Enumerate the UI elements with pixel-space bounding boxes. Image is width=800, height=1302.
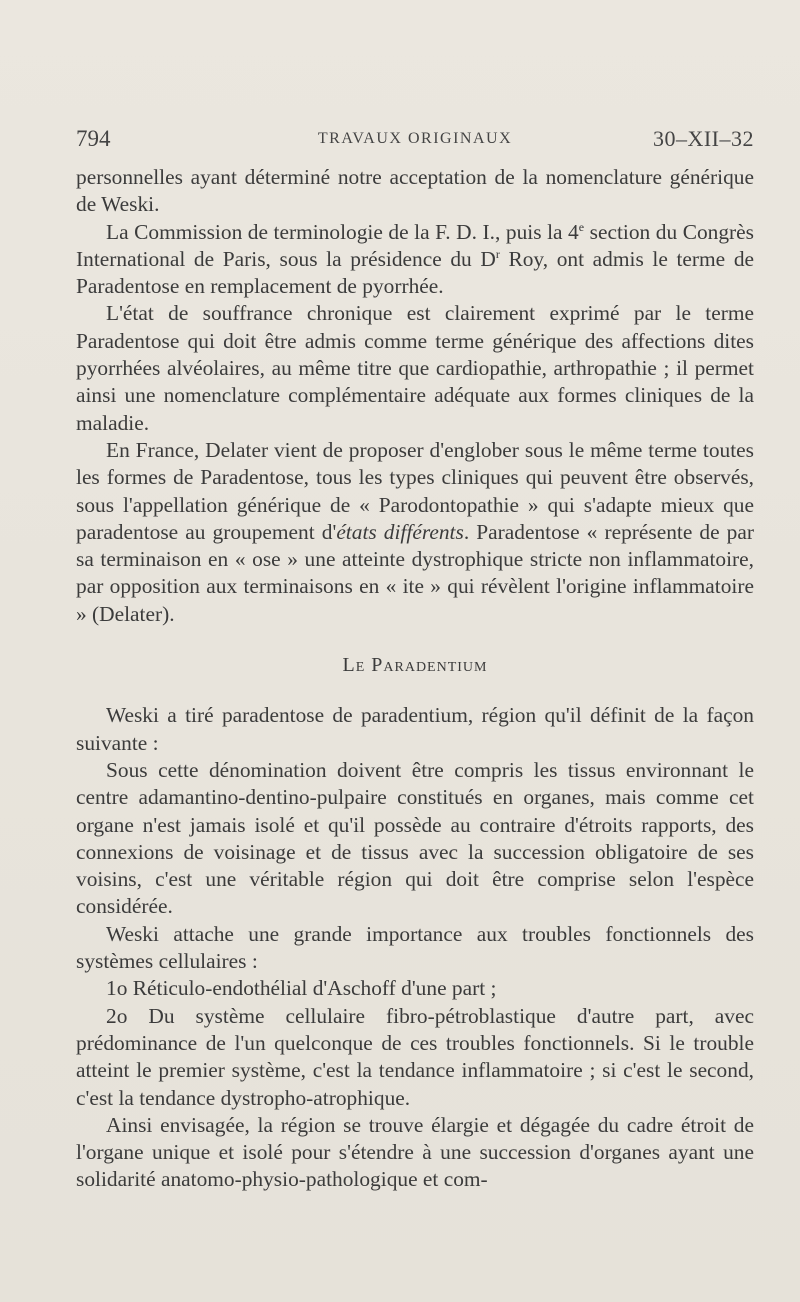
issue-date: 30–XII–32 (652, 126, 754, 151)
section-heading (76, 652, 754, 679)
superscript: e (578, 219, 585, 234)
body-text (76, 164, 754, 1194)
running-header (76, 126, 754, 156)
paragraph (76, 437, 754, 628)
paragraph: personnelles ayant déterminé notre acceptation de la nomenclature générique de Weski. (76, 165, 754, 217)
paragraph: Weski a tiré paradentose de paradentium, région qu'il définit de la façon suivante : (76, 703, 754, 755)
italic-phrase: états différents (336, 519, 464, 544)
list-item: 2o Du système cellulaire fibro-pétroblastique d'autre part, avec prédominance de l'un quelconque de ces troubles fonctionnels. Si le trouble atteint le premier système, c'est la tendance inflammatoire ; si c'est le second, c'est la tendance dystropho-atrophique. (76, 1003, 754, 1110)
text-run: Roy, ont admis le terme de Paradentose en remplacement de pyorrhée. (76, 246, 755, 299)
superscript: r (495, 246, 500, 261)
paragraph: Sous cette dénomination doivent être compris les tissus environnant le centre adamantino-dentino-pulpaire constitués en organes, mais comme cet organe n'est jamais isolé et qu'il possède au contraire d'étroits rapports, des connexions de voisinage et de tissus avec la succession obligatoire de ses voisins, c'est une véritable région qui doit être comprise selon l'espèce considérée. (76, 757, 754, 919)
paragraph: L'état de souffrance chronique est clairement exprimé par le terme Paradentose qui doit être admis comme terme générique des affections dites pyorrhées alvéolaires, au même titre que cardiopathie, arthropathie ; il permet ainsi une nomenclature complémentaire adéquate aux formes cliniques de la maladie. (76, 301, 754, 435)
paragraph: Ainsi envisagée, la région se trouve élargie et dégagée du cadre étroit de l'organe unique et isolé pour s'étendre à une succession d'organes ayant une solidarité anatomo-physio-pathologique et com- (76, 1112, 754, 1192)
text-run: La Commission de terminologie de la F. D. I., puis la 4 (106, 219, 579, 244)
running-title: TRAVAUX ORIGINAUX (317, 130, 513, 147)
text-run: section du Congrès International de Paris, sous la présidence du D (76, 219, 754, 271)
text-run: En France, Delater vient de proposer d'englober sous le même terme toutes les formes de Paradentose, tous les types cliniques qui peuvent être observés, sous l'appellation générique de « Parodontopathie » qui s'adapte mieux que paradentose au groupement d' (76, 437, 754, 544)
section-heading-text: Le Paradentium (342, 654, 488, 677)
paragraph (76, 219, 754, 301)
paragraph: Weski attache une grande importance aux troubles fonctionnels des systèmes cellulaires : (76, 921, 754, 974)
text-run: . Paradentose « représente de par sa terminaison en « ose » une atteinte dystrophique stricte non inflammatoire, par opposition aux terminaisons en « ite » qui révèlent l'origine inflammatoire » (Delater). (76, 519, 754, 626)
page-number: 794 (76, 126, 111, 151)
list-item: 1o Réticulo-endothélial d'Aschoff d'une part ; (106, 976, 497, 1001)
